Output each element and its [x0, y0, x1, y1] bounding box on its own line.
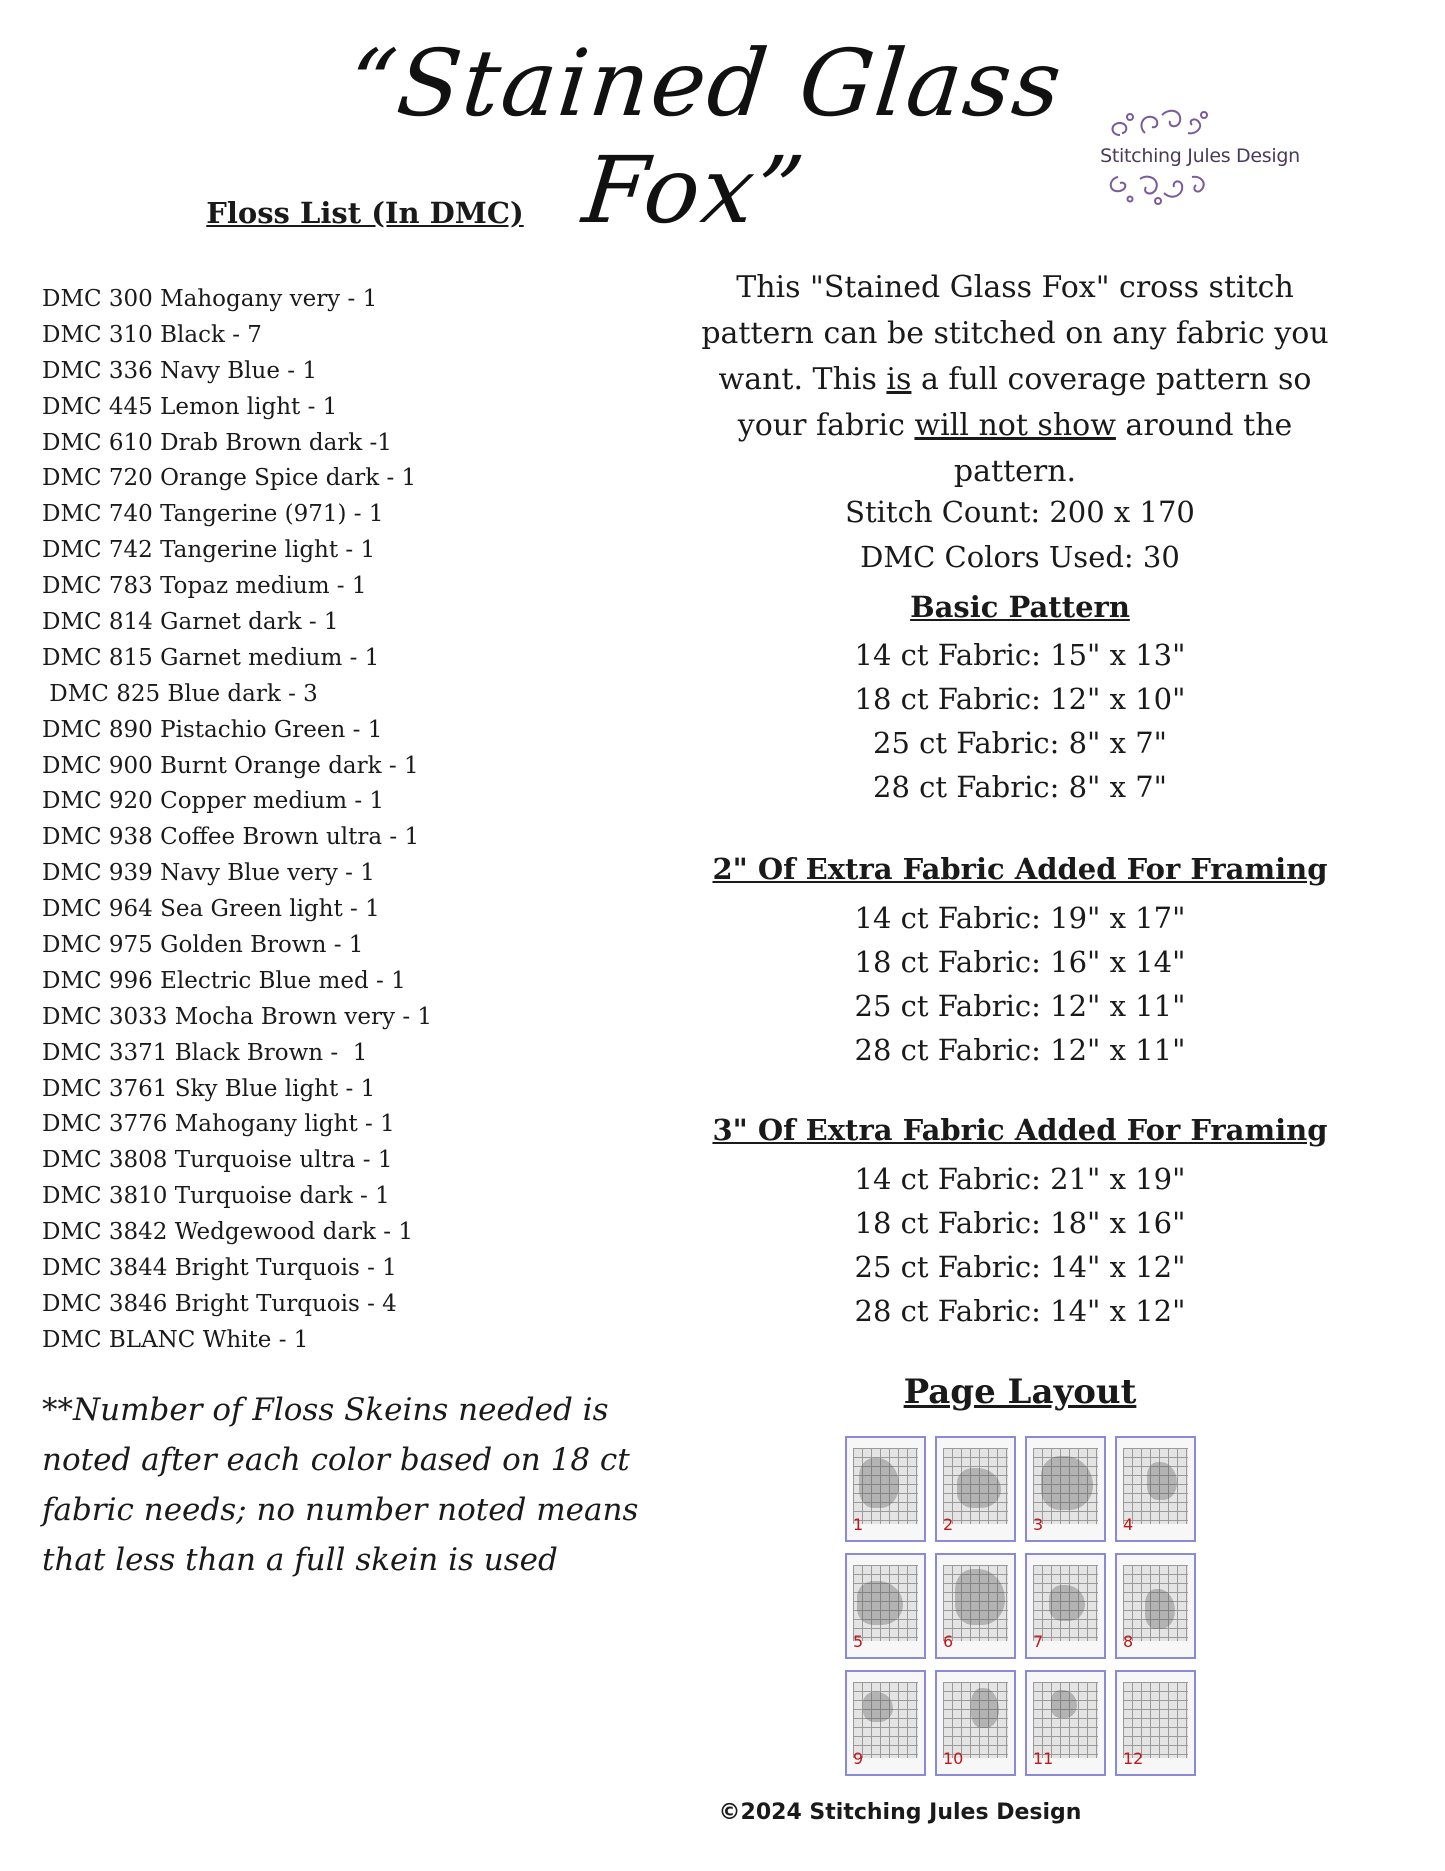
floss-item: DMC 3033 Mocha Brown very - 1 — [42, 1003, 433, 1030]
page-number: 6 — [943, 1632, 954, 1651]
floss-item: DMC 740 Tangerine (971) - 1 — [42, 501, 384, 528]
floss-item: DMC 742 Tangerine light - 1 — [42, 537, 376, 564]
basic-pattern-heading: Basic Pattern — [910, 590, 1130, 624]
page-number: 7 — [1033, 1632, 1044, 1651]
floss-item: DMC 3810 Turquoise dark - 1 — [42, 1183, 390, 1210]
page-thumbnail — [845, 1436, 926, 1542]
floss-item: DMC 996 Electric Blue med - 1 — [42, 967, 406, 994]
floss-item: DMC 815 Garnet medium - 1 — [42, 644, 380, 671]
page-thumbnail — [845, 1670, 926, 1776]
floss-item: DMC 890 Pistachio Green - 1 — [42, 716, 383, 743]
floss-item: DMC 938 Coffee Brown ultra - 1 — [42, 824, 420, 851]
page-layout-grid — [845, 1436, 1201, 1776]
swirl-ornament-top-icon — [1100, 105, 1220, 143]
floss-item: DMC 3808 Turquoise ultra - 1 — [42, 1147, 393, 1174]
page-thumbnail — [935, 1553, 1016, 1659]
page-thumbnail — [935, 1436, 1016, 1542]
floss-item: DMC 920 Copper medium - 1 — [42, 788, 385, 815]
fabric-size: 14 ct Fabric: 19" x 17" — [854, 901, 1186, 935]
fabric-size: 14 ct Fabric: 21" x 19" — [854, 1162, 1186, 1196]
pattern-description — [680, 265, 1350, 495]
floss-item: DMC 900 Burnt Orange dark - 1 — [42, 752, 419, 779]
floss-item: DMC 445 Lemon light - 1 — [42, 393, 338, 420]
floss-item: DMC 3761 Sky Blue light - 1 — [42, 1075, 376, 1102]
page-number: 9 — [853, 1749, 864, 1768]
floss-list — [42, 282, 432, 1359]
floss-item: DMC 3844 Bright Turquois - 1 — [42, 1255, 397, 1282]
floss-list-heading: Floss List (In DMC) — [206, 196, 524, 230]
stitch-count: Stitch Count: 200 x 170 — [845, 495, 1195, 529]
page-thumbnail — [1025, 1670, 1106, 1776]
fabric-size: 28 ct Fabric: 8" x 7" — [873, 770, 1167, 804]
floss-item: DMC 300 Mahogany very - 1 — [42, 286, 378, 312]
page-number: 2 — [943, 1515, 954, 1534]
page-thumbnail — [1025, 1553, 1106, 1659]
floss-item: DMC 964 Sea Green light - 1 — [42, 896, 380, 923]
brand-name: Stitching Jules Design — [1100, 145, 1300, 167]
floss-item: DMC 3846 Bright Turquois - 4 — [42, 1290, 397, 1317]
brand-logo — [1100, 105, 1300, 220]
extra-3-inch-sizes — [700, 1157, 1340, 1333]
basic-pattern-sizes — [700, 633, 1340, 809]
floss-item: DMC 783 Topaz medium - 1 — [42, 573, 367, 600]
pattern-title: “Stained Glass Fox” — [343, 30, 1068, 244]
floss-item: DMC 825 Blue dark - 3 — [42, 680, 318, 707]
floss-item: DMC 975 Golden Brown - 1 — [42, 932, 364, 959]
floss-item: DMC 3776 Mahogany light - 1 — [42, 1111, 395, 1138]
extra-2-inch-sizes — [700, 896, 1340, 1072]
page-number: 4 — [1123, 1515, 1134, 1534]
page-number: 5 — [853, 1632, 864, 1651]
intro-will-not-show-emphasis: will not show — [914, 408, 1116, 443]
intro-is-emphasis: is — [886, 362, 912, 397]
page-thumbnail — [1115, 1670, 1196, 1776]
floss-item: DMC 720 Orange Spice dark - 1 — [42, 465, 417, 492]
fabric-size: 25 ct Fabric: 8" x 7" — [873, 726, 1167, 760]
floss-item: DMC 939 Navy Blue very - 1 — [42, 860, 375, 887]
page-thumbnail — [1025, 1436, 1106, 1542]
fabric-size: 18 ct Fabric: 16" x 14" — [854, 945, 1186, 979]
page-number: 10 — [943, 1749, 964, 1768]
extra-2-inch-heading: 2" Of Extra Fabric Added For Framing — [712, 852, 1328, 886]
intro-text-2: a full coverage pattern so your fabric — [737, 362, 1312, 443]
floss-item: DMC 336 Navy Blue - 1 — [42, 357, 317, 384]
page-thumbnail — [1115, 1436, 1196, 1542]
fabric-size: 25 ct Fabric: 12" x 11" — [854, 989, 1186, 1023]
page-thumbnail — [935, 1670, 1016, 1776]
copyright: ©2024 Stitching Jules Design — [718, 1800, 1082, 1825]
page-layout-heading: Page Layout — [903, 1372, 1137, 1412]
fabric-size: 28 ct Fabric: 12" x 11" — [854, 1033, 1186, 1067]
page-number: 8 — [1123, 1632, 1134, 1651]
page-thumbnail — [845, 1553, 926, 1659]
intro-text-1: This "Stained Glass Fox" cross stitch pattern can be stitched on any fabric you want. This — [701, 270, 1329, 397]
skein-note: **Number of Floss Skeins needed is noted after each color based on 18 ct fabric needs; no number noted means that less than a full skein is used — [42, 1392, 639, 1578]
page-thumbnail — [1115, 1553, 1196, 1659]
page-number: 12 — [1123, 1749, 1144, 1768]
page-number: 3 — [1033, 1515, 1044, 1534]
page-number: 11 — [1033, 1749, 1054, 1768]
intro-text-3: around the pattern. — [953, 408, 1293, 489]
extra-3-inch-heading: 3" Of Extra Fabric Added For Framing — [712, 1113, 1328, 1147]
fabric-size: 25 ct Fabric: 14" x 12" — [854, 1250, 1186, 1284]
fabric-size: 14 ct Fabric: 15" x 13" — [854, 638, 1186, 672]
floss-item: DMC 3371 Black Brown - 1 — [42, 1039, 368, 1066]
floss-item: DMC BLANC White - 1 — [42, 1326, 309, 1353]
swirl-ornament-bottom-icon — [1100, 169, 1220, 207]
colors-used: DMC Colors Used: 30 — [860, 540, 1180, 574]
fabric-size: 18 ct Fabric: 18" x 16" — [854, 1206, 1186, 1240]
fabric-size: 28 ct Fabric: 14" x 12" — [854, 1294, 1186, 1328]
floss-item: DMC 610 Drab Brown dark -1 — [42, 429, 392, 456]
floss-item: DMC 310 Black - 7 — [42, 321, 262, 348]
page-number: 1 — [853, 1515, 864, 1534]
floss-item: DMC 814 Garnet dark - 1 — [42, 609, 339, 636]
fabric-size: 18 ct Fabric: 12" x 10" — [854, 682, 1186, 716]
floss-item: DMC 3842 Wedgewood dark - 1 — [42, 1219, 413, 1246]
